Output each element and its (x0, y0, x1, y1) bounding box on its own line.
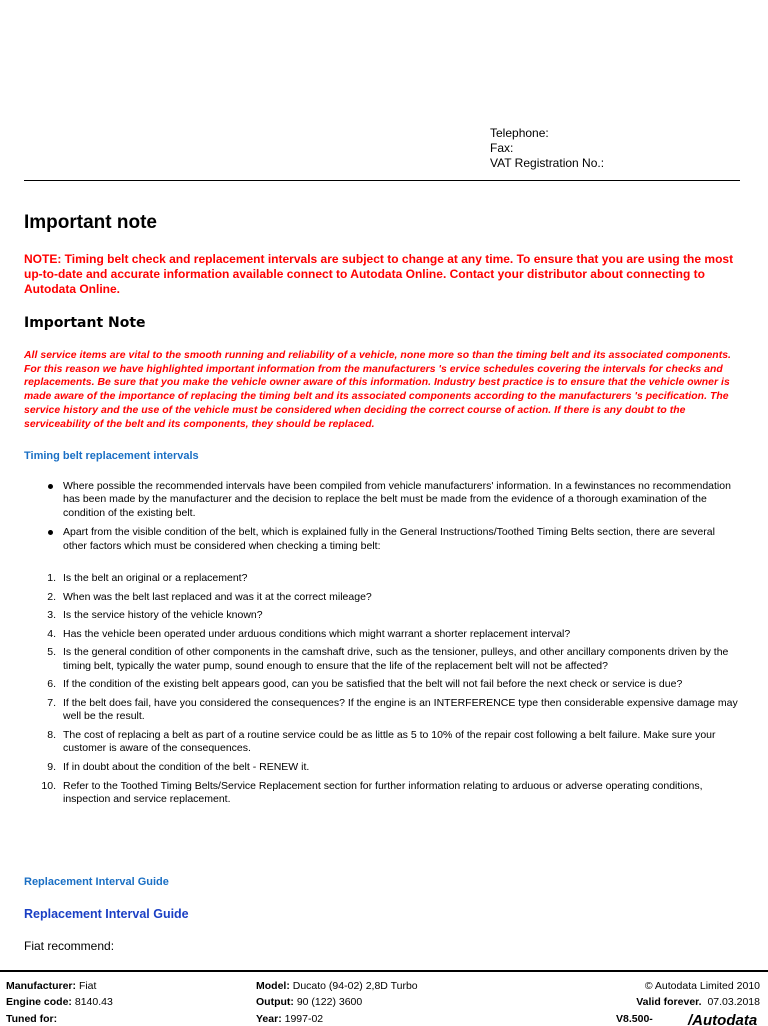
engine-code-value: 8140.43 (74, 996, 113, 1008)
autodata-logo: /Autodata (688, 1012, 758, 1026)
vat-label: VAT Registration No.: (490, 156, 605, 170)
manufacturer-value: Fiat (78, 980, 97, 992)
list-item: 5. Is the general condition of other components in the camshaft drive, such as the tensioner, pulleys, and other ancillary components driven by the timing belt, typically the water pump, sound enough to ensure that the life of the replacement belt will not be affected? (47, 646, 729, 672)
output-label: Output: (256, 996, 294, 1008)
recommend-text: Fiat recommend: (24, 939, 115, 953)
page-title: Important note (24, 212, 157, 233)
service-warning-paragraph: All service items are vital to the smooth running and reliability of a vehicle, none more so than the timing belt and its associated components. For this reason we have highlighted important information from the manufacturers 's ervice schedules covering the intervals for checks and replacements. Be sure that you make the vehicle owner aware of this information. Industry best practice is to ensure that the vehicle owner is made aware of the importance of replacing the timing belt and its associated components according to the manufacturers 's pecification. The service history and the use of the vehicle must be considered when deciding the correct course of action. If there is any doubt to the serviceability of the belt and its components, they should be replaced. (24, 350, 731, 430)
footer-row-3 (0, 1013, 768, 1026)
guide-heading: Replacement Interval Guide (24, 907, 189, 921)
version-text: V8.500- (616, 1013, 653, 1025)
date-value: 07.03.2018 (707, 996, 760, 1008)
list-item: 7. If the belt does fail, have you considered the consequences? If the engine is an INTERFERENCE type then considerable expensive damage may well be the result. (47, 696, 738, 723)
list-item: 4. Has the vehicle been operated under arduous conditions which might warrant a shorter replacement interval? (47, 627, 571, 640)
online-notice: NOTE: Timing belt check and replacement intervals are subject to change at any time. To ensure that you are using the most up-to-date and accurate information available connect to Autodata Online. Contact your distributor about connecting to Autodata Online. (24, 252, 734, 296)
list-item: Apart from the visible condition of the belt, which is explained fully in the General Instructions/Toothed Timing Belts section, there are several other factors which must be considered when checking a timing belt: (24, 526, 740, 553)
model-label: Model: (256, 980, 290, 992)
list-item: 6. If the condition of the existing belt appears good, can you be satisfied that the belt will not fail before the next check or service is due? (47, 678, 683, 691)
list-item: 8. The cost of replacing a belt as part of a routine service could be as little as 5 to 10% of the repair cost following a belt failure. Make sure your customer is aware of the consequences. (47, 728, 716, 755)
copyright-text: © Autodata Limited 2010 (644, 980, 760, 992)
bullet-icon (48, 530, 53, 535)
list-item: 10. Refer to the Toothed Timing Belts/Service Replacement section for further information relating to arduous or adverse operating conditions, inspection and service replacement. (41, 779, 703, 805)
list-item: 1. Is the belt an original or a replacement? (47, 572, 248, 584)
header-divider (24, 180, 740, 181)
fax-label: Fax: (490, 141, 514, 155)
engine-code-label: Engine code: (6, 996, 72, 1008)
guide-heading-small: Replacement Interval Guide (24, 876, 169, 888)
list-item: 3. Is the service history of the vehicle known? (47, 609, 263, 622)
footer-row-2 (0, 996, 768, 1012)
tuned-for-label: Tuned for: (6, 1013, 58, 1025)
manufacturer-label: Manufacturer: (6, 980, 77, 992)
footer-row-1 (0, 980, 768, 996)
bullet-icon (48, 484, 53, 489)
intervals-heading: Timing belt replacement intervals (24, 450, 199, 462)
important-note-heading: Important Note (24, 315, 146, 331)
checklist (24, 572, 740, 812)
vehicle-info-footer (0, 970, 768, 1026)
model-value: Ducato (94-02) 2,8D Turbo (292, 980, 418, 992)
telephone-label: Telephone: (490, 126, 549, 140)
output-value: 90 (122) 3600 (296, 996, 363, 1008)
list-item: 9. If in doubt about the condition of the belt - RENEW it. (47, 760, 310, 773)
list-item: 2. When was the belt last replaced and was it at the correct mileage? (47, 590, 372, 603)
valid-label: Valid forever. (636, 996, 702, 1008)
year-label: Year: (256, 1013, 282, 1025)
year-value: 1997-02 (284, 1013, 324, 1025)
list-item: Where possible the recommended intervals have been compiled from vehicle manufacturers' information. In a fewinstances no recommendation has been made by the manufacturer and the decision to replace the belt must be made from the evidence of a thorough examination of the condition of the existing belt. (24, 480, 740, 520)
bullet-list (24, 480, 740, 559)
contact-block (490, 126, 604, 171)
